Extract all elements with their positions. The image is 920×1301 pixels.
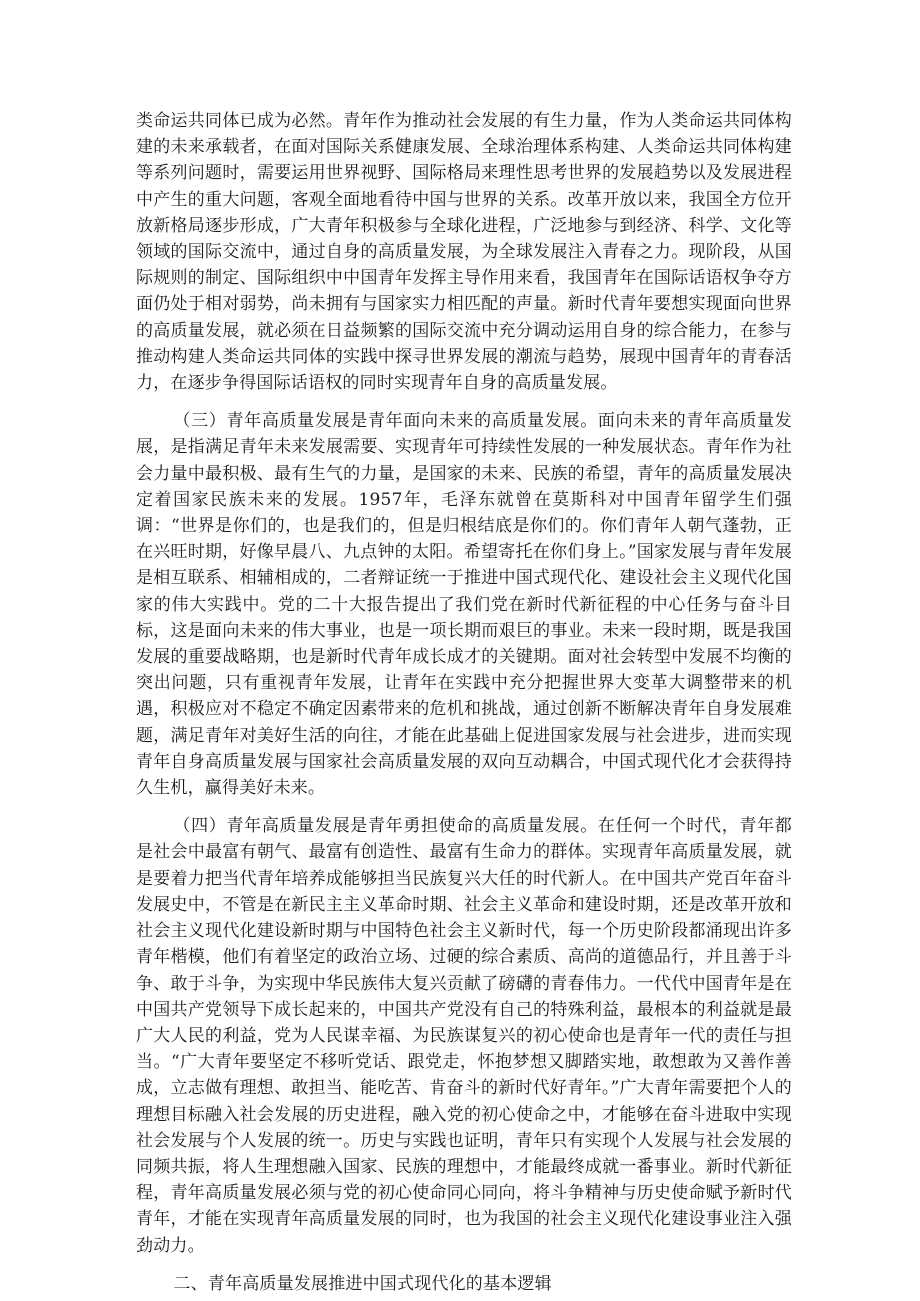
paragraph-continuation: 类命运共同体已成为必然。青年作为推动社会发展的有生力量，作为人类命运共同体构建的未来承载者，在面对国际关系健康发展、全球治理体系构建、人类命运共同体构建等系列问题时，需要运用世界视野、国际格局来理性思考世界的发展趋势以及发展进程中产生的重大问题，客观全面地看待中国与世界的关系。改革开放以来，我国全方位开放新格局逐步形成，广大青年积极参与全球化进程，广泛地参与到经济、科学、文化等领域的国际交流中，通过自身的高质量发展，为全球发展注入青春之力。现阶段，从国际规则的制定、国际组织中中国青年发挥主导作用来看，我国青年在国际话语权争夺方面仍处于相对弱势，尚未拥有与国家实力相匹配的声量。新时代青年要想实现面向世界的高质量发展，就必须在日益频繁的国际交流中充分调动运用自身的综合能力，在参与推动构建人类命运共同体的实践中探寻世界发展的潮流与趋势，展现中国青年的青春活力，在逐步争得国际话语权的同时实现青年自身的高质量发展。 <box>136 111 792 394</box>
paragraph-section-three: （三）青年高质量发展是青年面向未来的高质量发展。面向未来的青年高质量发展，是指满足青年未来发展需要、实现青年可持续性发展的一种发展状态。青年作为社会力量中最积极、最有生气的力量，是国家的未来、民族的希望，青年的高质量发展决定着国家民族未来的发展。1957年，毛泽东就曾在莫斯科对中国青年留学生们强调：“世界是你们的，也是我们的，但是归根结底是你们的。你们青年人朝气蓬勃，正在兴旺时期，好像早晨八、九点钟的太阳。希望寄托在你们身上。”国家发展与青年发展是相互联系、相辅相成的，二者辩证统一于推进中国式现代化、建设社会主义现代化国家的伟大实践中。党的二十大报告提出了我们党在新时代新征程的中心任务与奋斗目标，这是面向未来的伟大事业，也是一项长期而艰巨的事业。未来一段时期，既是我国发展的重要战略期，也是新时代青年成长成才的关键期。面对社会转型中发展不均衡的突出问题，只有重视青年发展，让青年在实践中充分把握世界大变革大调整带来的机遇，积极应对不稳定不确定因素带来的危机和挑战，通过创新不断解决青年自身发展难题，满足青年对美好生活的向往，才能在此基础上促进国家发展与社会进步，进而实现青年自身高质量发展与国家社会高质量发展的双向互动耦合，中国式现代化才会获得持久生机，赢得美好未来。 <box>136 411 792 799</box>
section-heading: 二、青年高质量发展推进中国式现代化的基本逻辑 <box>173 1273 552 1294</box>
document-page <box>136 108 792 1297</box>
paragraph-section-four: （四）青年高质量发展是青年勇担使命的高质量发展。在任何一个时代，青年都是社会中最富有朝气、最富有创造性、最富有生命力的群体。实现青年高质量发展，就是要着力把当代青年培养成能够担当民族复兴大任的时代新人。在中国共产党百年奋斗发展史中，不管是在新民主主义革命时期、社会主义革命和建设时期，还是改革开放和社会主义现代化建设新时期与中国特色社会主义新时代，每一个历史阶段都涌现出许多青年楷模，他们有着坚定的政治立场、过硬的综合素质、高尚的道德品行，并且善于斗争、敢于斗争，为实现中华民族伟大复兴贡献了磅礴的青春伟力。一代代中国青年是在中国共产党领导下成长起来的，中国共产党没有自己的特殊利益，最根本的利益就是最广大人民的利益，党为人民谋幸福、为民族谋复兴的初心使命也是青年一代的责任与担当。“广大青年要坚定不移听党话、跟党走，怀抱梦想又脚踏实地，敢想敢为又善作善成，立志做有理想、敢担当、能吃苦、肯奋斗的新时代好青年。”广大青年需要把个人的理想目标融入社会发展的历史进程，融入党的初心使命之中，才能够在奋斗进取中实现社会发展与个人发展的统一。历史与实践也证明，青年只有实现个人发展与社会发展的同频共振，将人生理想融入国家、民族的理想中，才能最终成就一番事业。新时代新征程，青年高质量发展必须与党的初心使命同心同向，将斗争精神与历史使命赋予新时代青年，才能在实现青年高质量发展的同时，也为我国的社会主义现代化建设事业注入强劲动力。 <box>136 816 792 1256</box>
